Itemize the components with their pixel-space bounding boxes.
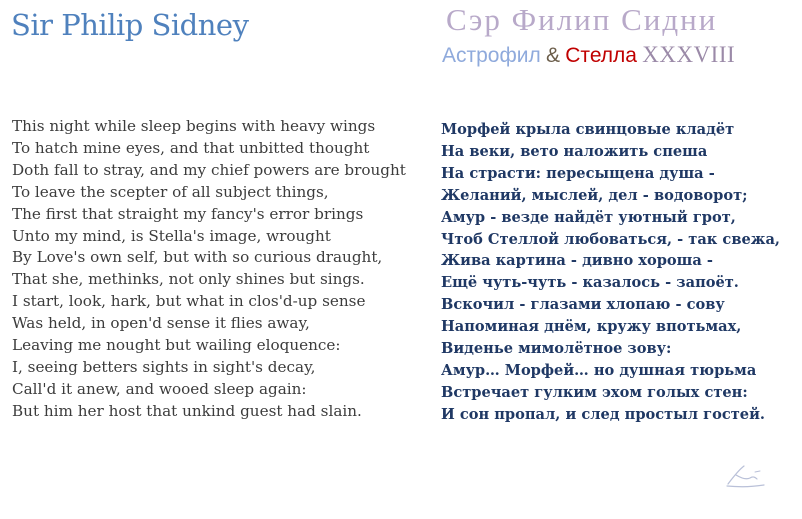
subtitle-sonnet-number: XXXVIII (642, 42, 736, 67)
poem-line: Unto my mind, is Stella's image, wrought (12, 226, 331, 245)
poem-line: To hatch mine eyes, and that unbitted thought (12, 138, 370, 157)
poem-line: Желаний, мыслей, дел - водоворот; (441, 186, 748, 204)
poem-line: That she, methinks, not only shines but sings. (12, 270, 365, 289)
poem-line: Амур… Морфей… но душная тюрьма (441, 361, 757, 379)
poem-line: I, seeing betters sights in sight's decay, (12, 357, 316, 376)
poem-english (12, 116, 406, 423)
subtitle-astrophil: Астрофил (442, 44, 541, 67)
poem-line: Doth fall to stray, and my chief powers are brought (12, 160, 406, 179)
poem-line: Морфей крыла свинцовые кладёт (441, 121, 735, 138)
poem-line: Was held, in open'd sense it flies away, (12, 314, 310, 333)
poem-line: Call'd it anew, and wooed sleep again: (12, 379, 307, 398)
poem-line: Жива картина - дивно хороша - (441, 252, 713, 270)
author-name-russian: Сэр Филип Сидни (446, 2, 718, 37)
poem-subtitle (442, 42, 735, 68)
poem-line: Чтоб Стеллой любоваться, - так свежа, (441, 230, 781, 248)
poem-line: But him her host that unkind guest had slain. (12, 401, 362, 420)
poem-line: Leaving me nought but wailing eloquence: (12, 336, 341, 355)
poem-line: Амур - везде найдёт уютный грот, (441, 208, 736, 226)
poem-line: The first that straight my fancy's error brings (12, 204, 364, 223)
subtitle-stella: Стелла (565, 44, 637, 67)
handwritten-signature-icon (722, 462, 768, 490)
poem-line: И сон пропал, и след простыл гостей. (441, 405, 765, 423)
poem-line: Ещё чуть-чуть - казалось - запоёт. (441, 274, 739, 292)
poem-line: Вскочил - глазами хлопаю - сову (441, 296, 725, 314)
subtitle-ampersand: & (546, 44, 561, 67)
poem-russian (441, 119, 780, 426)
poem-line: To leave the scepter of all subject things, (12, 182, 329, 201)
poem-line: I start, look, hark, but what in clos'd-up sense (12, 292, 366, 311)
poem-line: Виденье мимолётное зову: (441, 340, 672, 358)
author-name-english: Sir Philip Sidney (11, 8, 249, 42)
poem-line: На веки, вето наложить спеша (441, 142, 708, 160)
poem-line: By Love's own self, but with so curious draught, (12, 248, 383, 267)
poem-line: This night while sleep begins with heavy wings (12, 117, 376, 135)
poem-line: Встречает гулким эхом голых стен: (441, 383, 748, 401)
poem-line: Напоминая днём, кружу впотьмах, (441, 318, 742, 336)
poem-line: На страсти: пересыщена душа - (441, 164, 715, 182)
